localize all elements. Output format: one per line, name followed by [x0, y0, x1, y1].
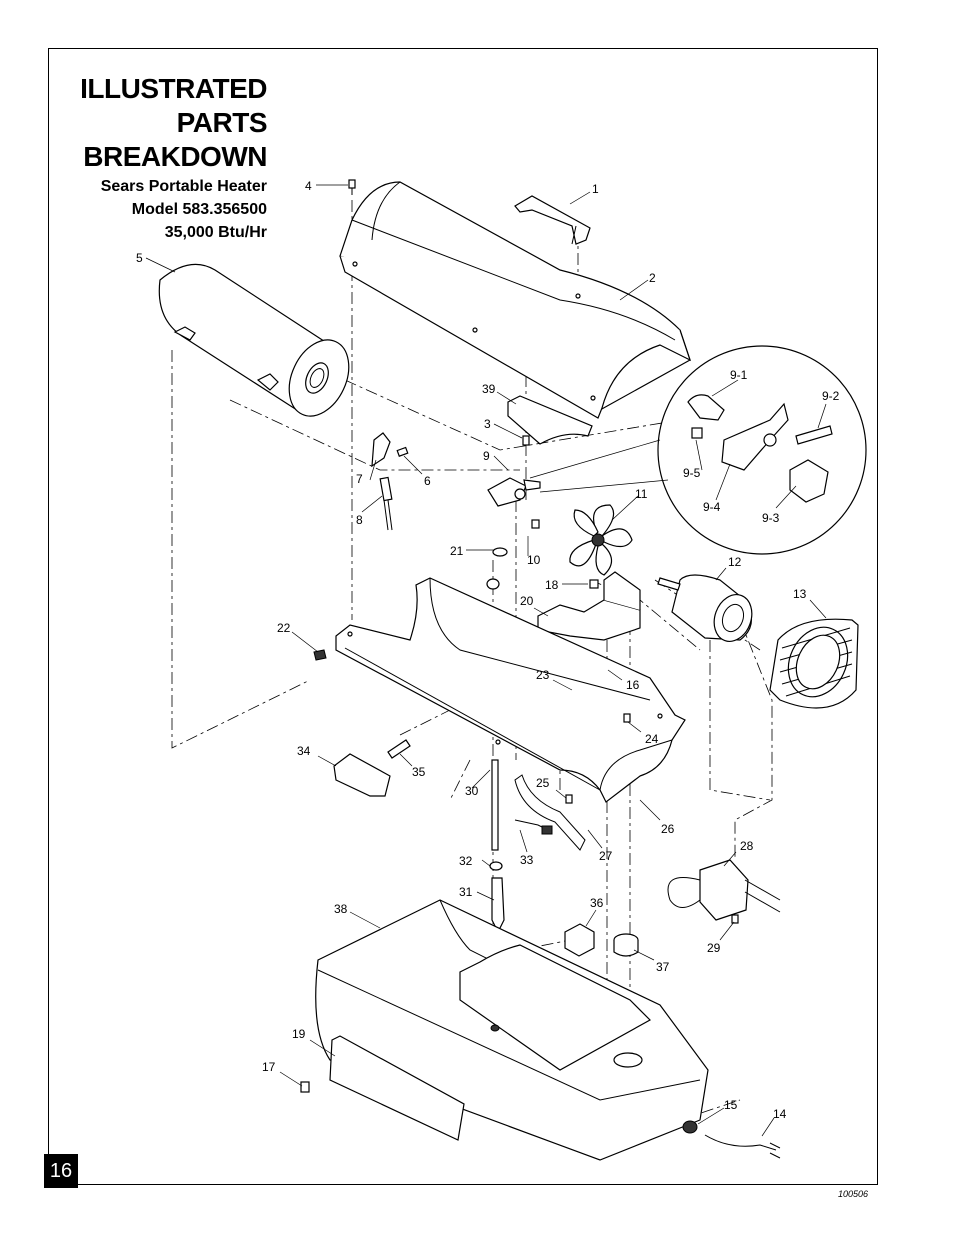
model-number: Model 583.356500 [131, 201, 267, 218]
label-part-36: 36 [590, 896, 604, 910]
label-part-9-5: 9-5 [683, 466, 701, 480]
label-part-6: 6 [424, 474, 431, 488]
screw-part-18 [590, 580, 598, 588]
combustion-chamber-part-5 [159, 264, 360, 425]
pickup-tube-part-30 [492, 760, 498, 850]
label-part-22: 22 [277, 621, 291, 635]
cap-part-37 [614, 934, 638, 956]
label-part-24: 24 [645, 732, 659, 746]
title-line-3: BREAKDOWN [83, 141, 267, 172]
label-part-9-1: 9-1 [730, 368, 748, 382]
label-part-27: 27 [599, 849, 613, 863]
grommet-part-32 [490, 862, 502, 870]
label-part-21: 21 [450, 544, 464, 558]
igniter-part-8 [380, 477, 392, 530]
document-id: 100506 [838, 1189, 869, 1199]
btu-rating: 35,000 Btu/Hr [164, 224, 267, 241]
label-part-32: 32 [459, 854, 473, 868]
label-part-38: 38 [334, 902, 348, 916]
label-part-19: 19 [292, 1027, 306, 1041]
label-part-12: 12 [728, 555, 742, 569]
label-part-9: 9 [483, 449, 490, 463]
electrode-part-35 [388, 740, 410, 758]
label-part-35: 35 [412, 765, 426, 779]
label-part-26: 26 [661, 822, 675, 836]
label-part-17: 17 [262, 1060, 276, 1074]
label-part-33: 33 [520, 853, 534, 867]
label-part-2: 2 [649, 271, 656, 285]
label-part-23: 23 [536, 668, 550, 682]
nozzle-assembly-part-9 [488, 478, 540, 506]
label-part-11: 11 [635, 487, 648, 501]
fan-guard-part-13 [770, 618, 859, 708]
screw-part-4 [349, 180, 355, 195]
label-part-18: 18 [545, 578, 559, 592]
screw-part-17 [301, 1082, 309, 1092]
label-part-16: 16 [626, 678, 640, 692]
label-part-3: 3 [484, 417, 491, 431]
title-line-2: PARTS [176, 107, 267, 138]
label-part-8: 8 [356, 513, 363, 527]
motor-part-12 [658, 575, 758, 647]
page-number: 16 [44, 1154, 78, 1188]
label-part-39: 39 [482, 382, 496, 396]
screw-part-25 [566, 795, 572, 803]
power-cord-part-14 [705, 1135, 780, 1158]
screw-part-3 [523, 436, 529, 445]
label-part-4: 4 [305, 179, 312, 193]
bracket-part-7 [372, 433, 390, 466]
label-part-25: 25 [536, 776, 550, 790]
air-tube-part-27 [515, 775, 585, 850]
product-name: Sears Portable Heater [100, 178, 267, 195]
label-part-31: 31 [459, 885, 473, 899]
label-part-9-4: 9-4 [703, 500, 721, 514]
terminal-block-part-34 [334, 754, 390, 796]
label-part-34: 34 [297, 744, 311, 758]
label-part-29: 29 [707, 941, 721, 955]
screw-part-10 [532, 520, 539, 528]
label-part-13: 13 [793, 587, 807, 601]
screw-part-6 [397, 447, 408, 456]
upper-shell-part-2 [340, 182, 690, 418]
label-part-15: 15 [724, 1098, 738, 1112]
label-part-9-3: 9-3 [762, 511, 780, 525]
label-part-28: 28 [740, 839, 754, 853]
label-part-10: 10 [527, 553, 541, 567]
label-part-20: 20 [520, 594, 534, 608]
label-part-37: 37 [656, 960, 670, 974]
clip-part-22 [314, 650, 326, 660]
strain-relief-part-15 [683, 1121, 697, 1133]
label-part-9-2: 9-2 [822, 389, 840, 403]
fuel-tank-part-38 [316, 900, 708, 1160]
label-part-30: 30 [465, 784, 479, 798]
grommet-part-21 [487, 548, 507, 589]
label-part-7: 7 [356, 472, 363, 486]
screw-part-29 [732, 915, 738, 923]
label-part-1: 1 [592, 182, 599, 196]
handle-part-1 [515, 196, 590, 244]
filter-part-31 [492, 878, 504, 932]
screw-part-24 [624, 714, 630, 722]
label-part-14: 14 [773, 1107, 787, 1121]
switch-part-36 [565, 924, 594, 956]
title-line-1: ILLUSTRATED [80, 73, 267, 104]
label-part-5: 5 [136, 251, 143, 265]
transformer-part-28 [668, 860, 780, 920]
fan-blade-part-11 [570, 505, 632, 575]
